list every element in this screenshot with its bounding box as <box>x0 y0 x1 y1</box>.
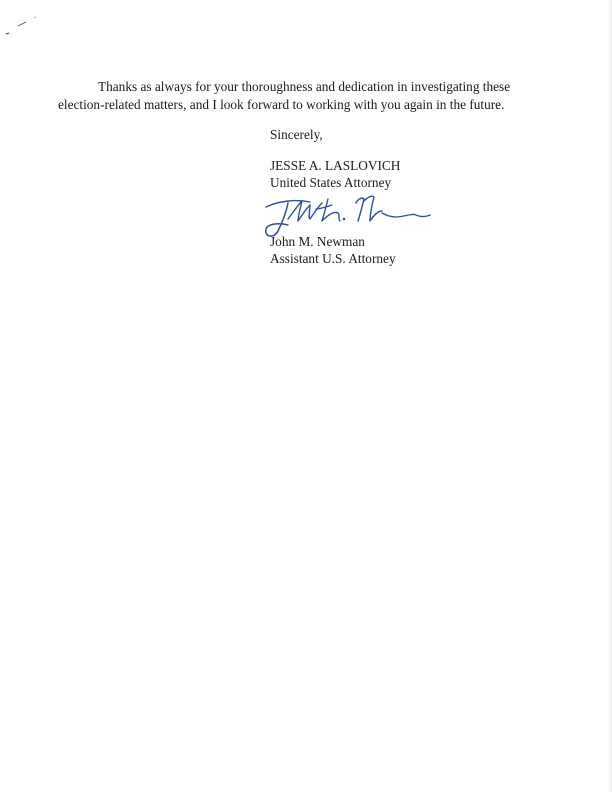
closing-paragraph <box>58 78 528 114</box>
signer-name: John M. Newman <box>270 234 365 249</box>
valediction: Sincerely, <box>270 127 323 142</box>
signer-title: Assistant U.S. Attorney <box>270 251 396 266</box>
signatory-title: United States Attorney <box>270 175 392 190</box>
closing-paragraph-line-1: Thanks as always for your thoroughness and dedication in investigating these <box>98 79 511 94</box>
closing-paragraph-line-2: election-related matters, and I look forward to working with you again in the future. <box>58 97 505 112</box>
signatory-name: JESSE A. LASLOVICH <box>270 158 401 173</box>
page-edge-shadow <box>608 0 612 792</box>
scan-artifact-marks <box>4 14 44 38</box>
